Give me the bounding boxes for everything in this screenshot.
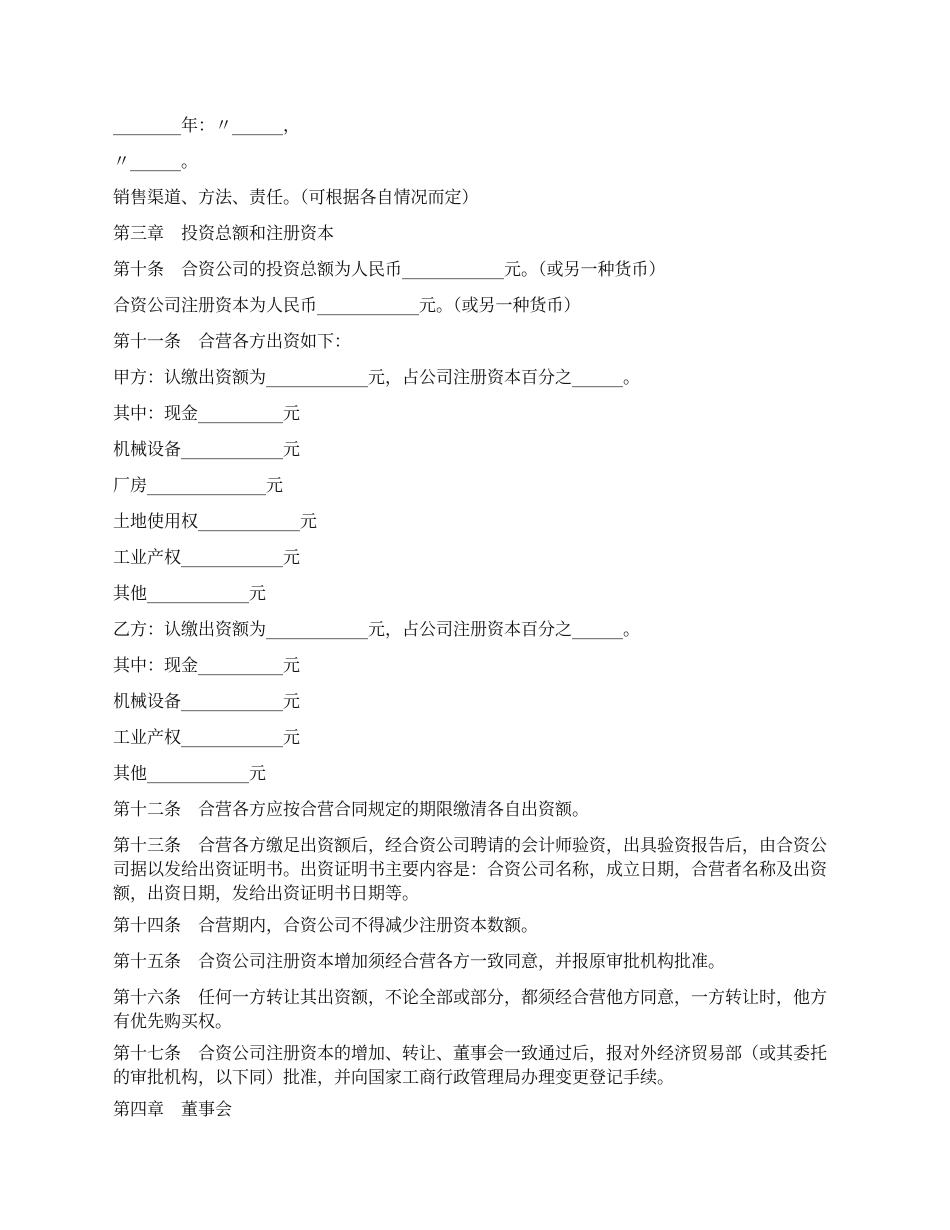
article: 第十二条 合营各方应按合营合同规定的期限缴清各自出资额。 [113, 800, 589, 820]
paragraph: 其他____________元 [113, 584, 266, 604]
paragraph: 厂房______________元 [113, 476, 283, 496]
article: 第十三条 合营各方缴足出资额后，经合资公司聘请的会计师验资，出具验资报告后，由合资公司据以发给出资证明书。出资证明书主要内容是：合资公司名称，成立日期，合营者名称及出资额，出资日期，发给出资证明书日期等。 [113, 836, 827, 904]
paragraph: 合资公司注册资本为人民币____________元。（或另一种货币） [113, 296, 581, 316]
paragraph: ________年：〃______， [113, 116, 300, 136]
article: 第十六条 任何一方转让其出资额，不论全部或部分，都须经合营他方同意，一方转让时，他方有优先购买权。 [113, 988, 827, 1032]
paragraph: 甲方：认缴出资额为____________元，占公司注册资本百分之______。 [113, 368, 640, 388]
article: 第十五条 合资公司注册资本增加须经合营各方一致同意，并报原审批机构批准。 [113, 952, 725, 972]
paragraph: 机械设备____________元 [113, 440, 300, 460]
article: 第十四条 合营期内，合资公司不得减少注册资本数额。 [113, 916, 538, 936]
chapter-heading: 第三章 投资总额和注册资本 [113, 224, 334, 244]
article: 第十一条 合营各方出资如下： [113, 332, 351, 352]
paragraph: 销售渠道、方法、责任。（可根据各自情况而定） [113, 188, 479, 208]
paragraph: 〃______。 [113, 152, 198, 172]
article: 第十七条 合资公司注册资本的增加、转让、董事会一致通过后，报对外经济贸易部（或其委托的审批机构，以下同）批准，并向国家工商行政管理局办理变更登记手续。 [113, 1044, 827, 1088]
paragraph: 其中：现金__________元 [113, 404, 300, 424]
paragraph: 乙方：认缴出资额为____________元，占公司注册资本百分之______。 [113, 620, 640, 640]
chapter-heading: 第四章 董事会 [113, 1100, 232, 1120]
paragraph: 机械设备____________元 [113, 692, 300, 712]
paragraph: 其中：现金__________元 [113, 656, 300, 676]
paragraph: 其他____________元 [113, 764, 266, 784]
paragraph: 工业产权____________元 [113, 728, 300, 748]
paragraph: 工业产权____________元 [113, 548, 300, 568]
paragraph: 土地使用权____________元 [113, 512, 317, 532]
article: 第十条 合资公司的投资总额为人民币____________元。（或另一种货币） [113, 260, 666, 280]
